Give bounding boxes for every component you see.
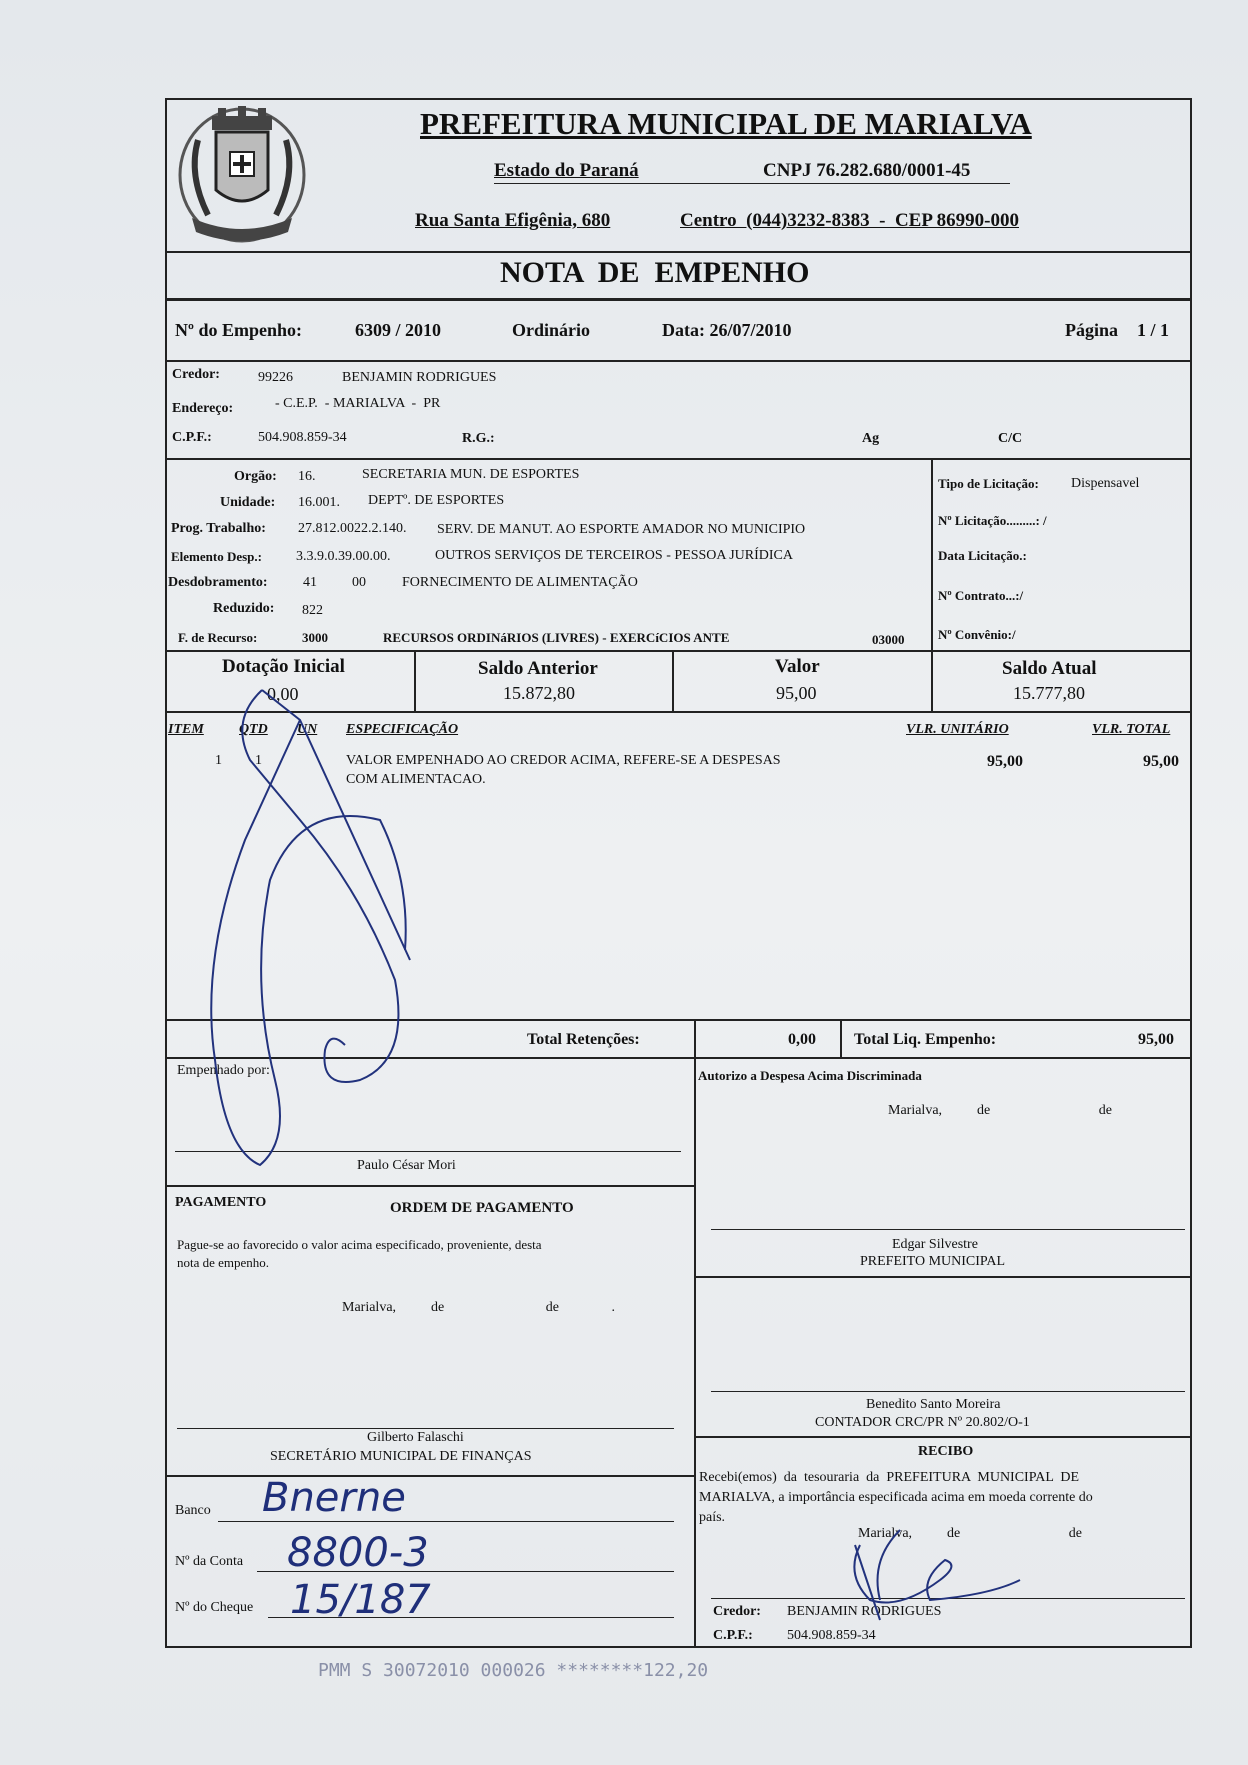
total-liq-label: Total Liq. Empenho: [854,1031,997,1048]
col-un: UN [297,722,318,737]
footer-stamp: PMM S 30072010 000026 ********122,20 [318,1660,709,1681]
cc-label: C/C [998,431,1023,446]
recibo-text-1: Recebi(emos) da tesouraria da PREFEITURA MUNICIPAL DE [699,1470,1080,1485]
prog-code: 27.812.0022.2.140. [298,521,407,536]
licitacao-tipo-value: Dispensavel [1071,476,1140,491]
licitacao-tipo-label: Tipo de Licitação: [938,476,1039,491]
recurso-name: RECURSOS ORDINáRIOS (LIVRES) - EXERCíCIOS ANTE [383,630,730,645]
cpf-value: 504.908.859-34 [258,430,347,445]
col-vlr-total: VLR. TOTAL [1092,722,1171,737]
desd-name: FORNECIMENTO DE ALIMENTAÇÃO [402,575,638,590]
contador-name: Benedito Santo Moreira [866,1397,1001,1412]
licitacao-contrato: Nº Contrato...:/ [938,588,1024,603]
orgao-name: SECRETARIA MUN. DE ESPORTES [362,467,580,482]
desd-sub: 00 [352,575,366,590]
elem-name: OUTROS SERVIÇOS DE TERCEIROS - PESSOA JURÍDICA [435,548,794,563]
recibo-text-3: país. [699,1510,726,1525]
recibo-text-2: MARIALVA, a importância especificada acima em moeda corrente do [699,1490,1093,1505]
contador-title: CONTADOR CRC/PR Nº 20.802/O-1 [815,1415,1030,1430]
recibo-credor-value: BENJAMIN RODRIGUES [787,1604,942,1619]
recurso-label: F. de Recurso: [178,630,258,645]
doc-title: NOTA DE EMPENHO [500,256,810,289]
total-retencoes-value: 0,00 [788,1031,816,1048]
desd-label: Desdobramento: [168,575,268,590]
licitacao-convenio: Nº Convênio:/ [938,627,1016,642]
unidade-label: Unidade: [220,495,276,510]
credor-label: Credor: [172,367,220,382]
empenho-number-label: Nº do Empenho: [175,320,302,340]
saldo-anterior-label: Saldo Anterior [478,658,598,679]
valor-value: 95,00 [776,683,817,703]
orgao-code: 16. [298,469,316,484]
col-qtd: QTD [239,722,268,737]
orgao-label: Orgão: [234,469,277,484]
recibo-cpf-label: C.P.F.: [713,1628,753,1643]
empenhado-por-name: Paulo César Mori [357,1158,456,1173]
desd-code: 41 [303,575,317,590]
unidade-name: DEPTº. DE ESPORTES [368,493,505,508]
total-retencoes-label: Total Retenções: [527,1031,640,1048]
pagamento-title: PAGAMENTO [175,1195,267,1210]
item-spec-line1: VALOR EMPENHADO AO CREDOR ACIMA, REFERE-SE A DESPESAS [346,753,781,768]
autorizo-date: Marialva, de de [888,1103,1112,1118]
dotacao-label: Dotação Inicial [222,656,345,677]
endereco-value: - C.E.P. - MARIALVA - PR [275,396,441,411]
ordem-pagamento-title: ORDEM DE PAGAMENTO [390,1200,574,1216]
item-qtd: 1 [255,753,262,768]
elem-code: 3.3.9.0.39.00.00. [296,549,391,564]
banco-handwritten: Bnerne [262,1475,406,1521]
item-spec-line2: COM ALIMENTACAO. [346,772,486,787]
credor-code: 99226 [258,370,293,385]
pagamento-text-2: nota de empenho. [177,1255,270,1270]
empenhado-por-label: Empenhado por: [177,1063,270,1078]
item-number: 1 [215,753,222,768]
recibo-date: Marialva, de de [858,1526,1082,1541]
recibo-cpf-value: 504.908.859-34 [787,1628,876,1643]
item-vlr-unitario: 95,00 [987,753,1023,770]
licitacao-numero: Nº Licitação.........: / [938,513,1047,528]
cpf-label: C.P.F.: [172,430,212,445]
elem-label: Elemento Desp.: [171,549,262,564]
header-address: Rua Santa Efigênia, 680 [415,210,611,231]
prog-label: Prog. Trabalho: [171,521,266,536]
reduzido-label: Reduzido: [213,601,275,616]
header-state: Estado do Paraná [494,160,639,181]
col-especificacao: ESPECIFICAÇÃO [346,722,459,737]
saldo-atual-label: Saldo Atual [1002,658,1097,679]
pagamento-date: Marialva, de de . [342,1300,615,1315]
empenho-number: 6309 / 2010 [355,320,442,340]
endereco-label: Endereço: [172,401,234,416]
page-label: Página [1065,320,1119,340]
cheque-label: Nº do Cheque [175,1600,254,1615]
page-title: PREFEITURA MUNICIPAL DE MARIALVA [420,106,1032,141]
credor-name: BENJAMIN RODRIGUES [342,370,497,385]
page-number: 1 / 1 [1137,320,1170,340]
conta-handwritten: 8800-3 [287,1530,429,1576]
reduzido-value: 822 [302,603,323,618]
cheque-handwritten: 15/187 [290,1577,431,1623]
recurso-code: 3000 [302,630,328,645]
secretario-name: Gilberto Falaschi [367,1430,464,1445]
empenho-date: Data: 26/07/2010 [662,320,792,340]
prefeito-title: PREFEITO MUNICIPAL [860,1254,1006,1269]
recurso-code-2: 03000 [872,632,905,647]
empenho-type: Ordinário [512,320,591,340]
valor-label: Valor [775,656,820,677]
secretario-title: SECRETÁRIO MUNICIPAL DE FINANÇAS [270,1449,532,1464]
autorizo-label: Autorizo a Despesa Acima Discriminada [698,1068,922,1083]
recibo-title: RECIBO [918,1444,974,1459]
header-cnpj: CNPJ 76.282.680/0001-45 [763,160,971,181]
ag-label: Ag [862,431,880,446]
conta-label: Nº da Conta [175,1554,244,1569]
item-vlr-total: 95,00 [1143,753,1179,770]
dotacao-value: 0,00 [267,684,299,704]
total-liq-value: 95,00 [1138,1031,1174,1048]
saldo-atual-value: 15.777,80 [1013,683,1085,703]
col-item: ITEM [168,722,204,737]
banco-label: Banco [175,1503,211,1518]
pagamento-text-1: Pague-se ao favorecido o valor acima especificado, proveniente, desta [177,1237,542,1252]
prefeito-name: Edgar Silvestre [892,1237,978,1252]
col-vlr-unitario: VLR. UNITÁRIO [906,722,1009,737]
rg-label: R.G.: [462,431,495,446]
unidade-code: 16.001. [298,495,340,510]
prog-name: SERV. DE MANUT. AO ESPORTE AMADOR NO MUNICIPIO [437,522,806,537]
header-contact: Centro (044)3232-8383 - CEP 86990-000 [680,210,1019,231]
licitacao-data: Data Licitação.: [938,548,1027,563]
saldo-anterior-value: 15.872,80 [503,683,575,703]
recibo-credor-label: Credor: [713,1604,761,1619]
